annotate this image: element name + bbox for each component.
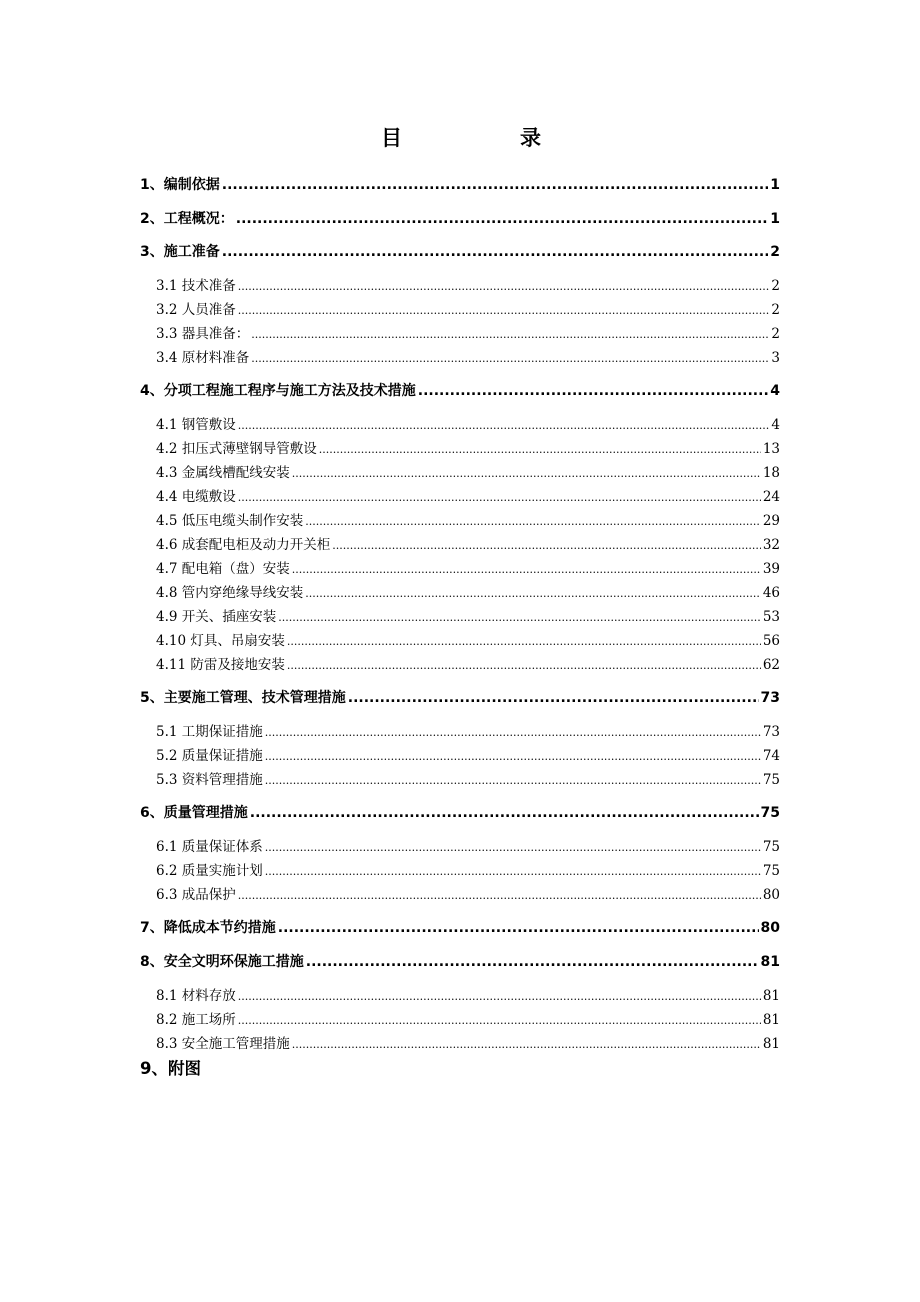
- toc-page-number: 2: [771, 278, 780, 294]
- toc-entry-title: 3.4 原材料准备: [156, 350, 250, 366]
- toc-page-number: 2: [770, 244, 780, 260]
- toc-entry-title: 8.2 施工场所: [156, 1012, 236, 1028]
- toc-page-number: 73: [762, 724, 780, 740]
- toc-leader-dots: [238, 419, 770, 432]
- toc-leader-dots: [319, 443, 761, 456]
- toc-leader-dots: [265, 841, 761, 854]
- toc-leader-dots: [251, 352, 769, 365]
- toc-entry-title: 4.10 灯具、吊扇安装: [156, 633, 285, 649]
- toc-entry[interactable]: [140, 802, 780, 822]
- toc-subentry[interactable]: [156, 485, 780, 505]
- toc-leader-dots: [292, 467, 761, 480]
- toc-page-number: 46: [762, 585, 780, 601]
- toc-leader-dots: [306, 954, 759, 970]
- toc-leader-dots: [292, 563, 761, 576]
- toc-page-number: 32: [762, 537, 780, 553]
- toc-title-char-1: 目: [381, 125, 402, 150]
- toc-entry-title: 8.1 材料存放: [156, 988, 236, 1004]
- toc-entry-title: 4.2 扣压式薄壁钢导管敷设: [156, 441, 317, 457]
- toc-page-number: 75: [762, 839, 780, 855]
- toc-entry-title: 5、主要施工管理、技术管理措施: [140, 690, 346, 706]
- toc-page-number: 81: [762, 1036, 780, 1052]
- toc-page-number: 18: [762, 465, 780, 481]
- toc-page-number: 80: [760, 920, 780, 936]
- toc-entry[interactable]: [140, 208, 780, 228]
- toc-subentry[interactable]: [156, 581, 780, 601]
- toc-page-number: 13: [762, 441, 780, 457]
- toc-title-char-2: 录: [520, 125, 541, 150]
- toc-page-number: 81: [762, 988, 780, 1004]
- toc-entry[interactable]: [140, 174, 780, 194]
- toc-leader-dots: [287, 635, 761, 648]
- toc-page-number: 29: [762, 513, 780, 529]
- toc-page-number: 74: [762, 748, 780, 764]
- toc-entry-title: 4.5 低压电缆头制作安装: [156, 513, 304, 529]
- toc-entry[interactable]: [140, 241, 780, 261]
- toc-entry-title: 6、质量管理措施: [140, 805, 248, 821]
- toc-leader-dots: [278, 920, 759, 936]
- toc-leader-dots: [222, 244, 769, 260]
- toc-leader-dots: [292, 1038, 761, 1051]
- toc-subentry[interactable]: [156, 298, 780, 318]
- toc-entry[interactable]: [140, 951, 780, 971]
- toc-subentry[interactable]: [156, 1032, 780, 1052]
- toc-page-number: 2: [771, 326, 780, 342]
- toc-entry[interactable]: [140, 687, 780, 707]
- toc-subentry[interactable]: [156, 1008, 780, 1028]
- toc-subentry[interactable]: [156, 274, 780, 294]
- toc-leader-dots: [238, 280, 770, 293]
- toc-page-number: 2: [771, 302, 780, 318]
- toc-page-number: 75: [762, 863, 780, 879]
- toc-subentry[interactable]: [156, 322, 780, 342]
- toc-subentry[interactable]: [156, 835, 780, 855]
- toc-subentry[interactable]: [156, 605, 780, 625]
- toc-entry-title: 4.4 电缆敷设: [156, 489, 236, 505]
- toc-leader-dots: [348, 690, 759, 706]
- toc-page-number: 73: [760, 690, 780, 706]
- toc-entry-title: 1、编制依据: [140, 177, 220, 193]
- toc-leader-dots: [305, 515, 761, 528]
- toc-entry-title: 6.1 质量保证体系: [156, 839, 263, 855]
- toc-leader-dots: [238, 304, 770, 317]
- toc-page-number: 1: [770, 177, 780, 193]
- toc-leader-dots: [265, 774, 761, 787]
- toc-leader-dots: [332, 539, 761, 552]
- toc-entry-title: 3.3 器具准备：: [156, 326, 250, 342]
- toc-entry-title: 8.3 安全施工管理措施: [156, 1036, 290, 1052]
- toc-entry-title: 4.1 钢管敷设: [156, 417, 236, 433]
- toc-entry-title: 6.3 成品保护: [156, 887, 236, 903]
- toc-subentry[interactable]: [156, 768, 780, 788]
- toc-page-number: 81: [762, 1012, 780, 1028]
- toc-page-number: 4: [771, 417, 780, 433]
- toc-page-number: 1: [770, 211, 780, 227]
- toc-page-number: 56: [762, 633, 780, 649]
- toc-subentry[interactable]: [156, 883, 780, 903]
- toc-leader-dots: [238, 491, 761, 504]
- toc-leader-dots: [250, 805, 759, 821]
- toc-page-number: 24: [762, 489, 780, 505]
- toc-entry-title: 4.8 管内穿绝缘导线安装: [156, 585, 304, 601]
- toc-entry-title: 2、工程概况：: [140, 211, 234, 227]
- toc-page-number: 53: [762, 609, 780, 625]
- toc-leader-dots: [238, 1014, 761, 1027]
- toc-page-number: 80: [762, 887, 780, 903]
- toc-subentry[interactable]: [156, 859, 780, 879]
- toc-page-number: 75: [760, 805, 780, 821]
- toc-entry-title: 5.3 资料管理措施: [156, 772, 263, 788]
- toc-subentry[interactable]: [156, 720, 780, 740]
- toc-subentry[interactable]: [156, 557, 780, 577]
- toc-entry[interactable]: [140, 1055, 201, 1079]
- toc-subentry[interactable]: [156, 533, 780, 553]
- toc-leader-dots: [238, 990, 761, 1003]
- toc-subentry[interactable]: [156, 744, 780, 764]
- toc-leader-dots: [278, 611, 761, 624]
- toc-leader-dots: [238, 889, 761, 902]
- toc-subentry[interactable]: [156, 984, 780, 1004]
- toc-entry-title: 4.9 开关、插座安装: [156, 609, 277, 625]
- toc-subentry[interactable]: [156, 346, 780, 366]
- toc-leader-dots: [236, 211, 769, 227]
- toc-leader-dots: [287, 659, 761, 672]
- toc-entry-title: 4.6 成套配电柜及动力开关柜: [156, 537, 331, 553]
- toc-entry[interactable]: [140, 917, 780, 937]
- toc-page-number: 39: [762, 561, 780, 577]
- toc-leader-dots: [251, 328, 769, 341]
- toc-page-number: 4: [770, 383, 780, 399]
- toc-entry-title: 6.2 质量实施计划: [156, 863, 263, 879]
- toc-leader-dots: [265, 726, 761, 739]
- toc-entry-title: 8、安全文明环保施工措施: [140, 954, 304, 970]
- toc-leader-dots: [265, 865, 761, 878]
- toc-entry-title: 9、附图: [140, 1059, 201, 1078]
- toc-entry-title: 3.1 技术准备: [156, 278, 236, 294]
- toc-leader-dots: [305, 587, 761, 600]
- toc-entry-title: 3.2 人员准备: [156, 302, 236, 318]
- toc-title: [0, 123, 920, 153]
- toc-entry[interactable]: [140, 380, 780, 400]
- toc-entry-title: 7、降低成本节约措施: [140, 920, 276, 936]
- toc-subentry[interactable]: [156, 413, 780, 433]
- toc-subentry[interactable]: [156, 629, 780, 649]
- toc-page-number: 3: [771, 350, 780, 366]
- toc-leader-dots: [418, 383, 769, 399]
- toc-entry-title: 4.11 防雷及接地安装: [156, 657, 285, 673]
- toc-subentry[interactable]: [156, 461, 780, 481]
- toc-entry-title: 4.3 金属线槽配线安装: [156, 465, 290, 481]
- toc-page-number: 62: [762, 657, 780, 673]
- toc-leader-dots: [265, 750, 761, 763]
- toc-entry-title: 4、分项工程施工程序与施工方法及技术措施: [140, 383, 416, 399]
- toc-leader-dots: [222, 177, 769, 193]
- toc-subentry[interactable]: [156, 653, 780, 673]
- toc-entry-title: 5.1 工期保证措施: [156, 724, 263, 740]
- toc-subentry[interactable]: [156, 437, 780, 457]
- toc-subentry[interactable]: [156, 509, 780, 529]
- toc-page-number: 81: [760, 954, 780, 970]
- toc-entry-title: 3、施工准备: [140, 244, 220, 260]
- toc-entry-title: 4.7 配电箱（盘）安装: [156, 561, 290, 577]
- toc-page-number: 75: [762, 772, 780, 788]
- toc-entry-title: 5.2 质量保证措施: [156, 748, 263, 764]
